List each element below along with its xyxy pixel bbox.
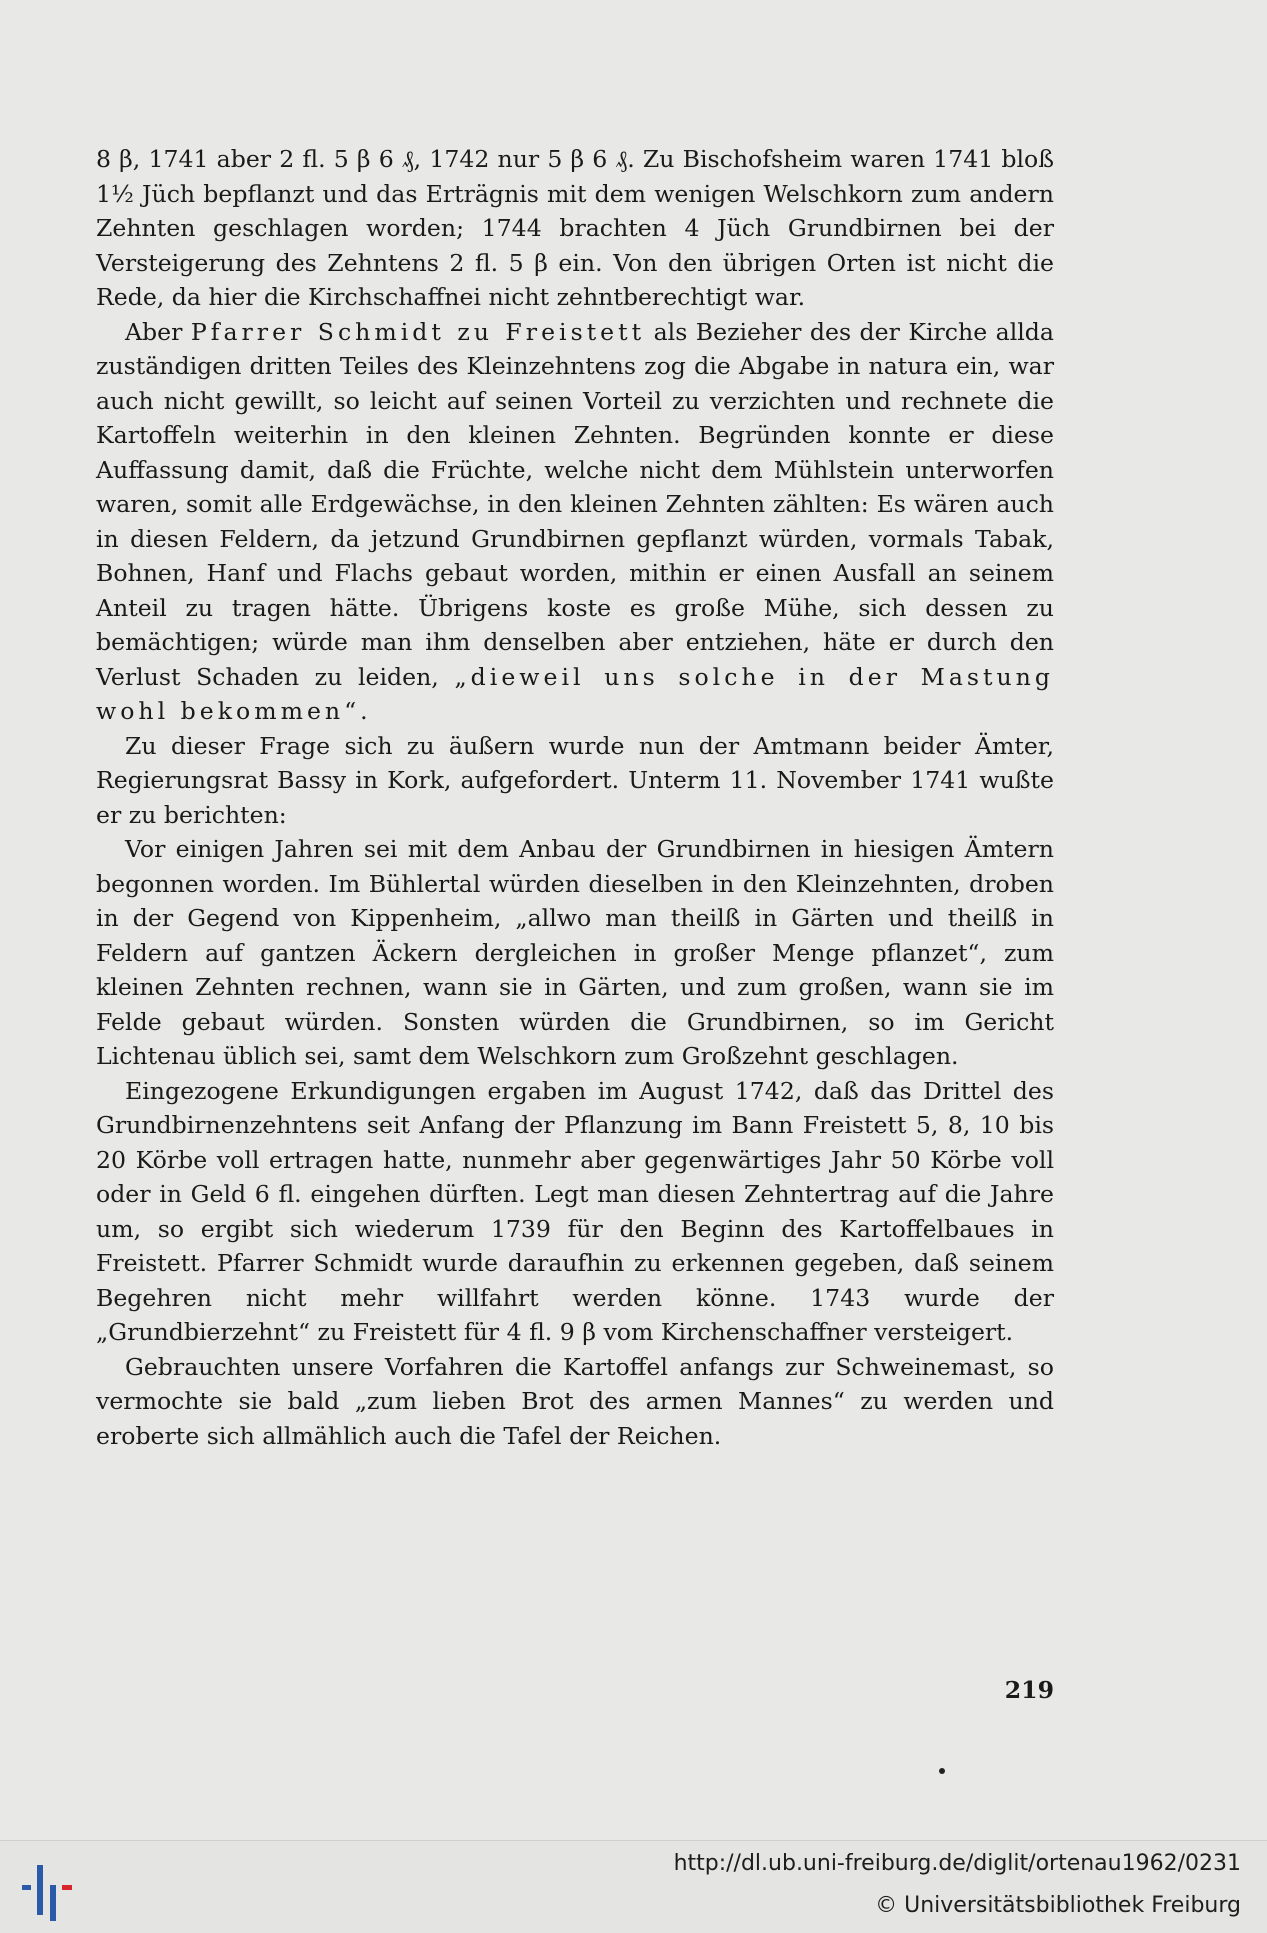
page-number: 219: [1004, 1676, 1054, 1704]
spaced-quote: „dieweil uns solche in der Mastung wohl bekommen“.: [96, 662, 1054, 725]
paragraph-2: [96, 315, 1054, 729]
paragraph-2-body: als Bezieher des der Kirche allda zuständigen dritten Teiles des Kleinzehntens zog die Abgabe in natura ein, war auch nicht gewillt, so leicht auf seinen Vorteil zu verzichten und rechnete die Kartoffeln weiterhin in den kleinen Zehnten. Begründen konnte er diese Auffassung damit, daß die Früchte, welche nicht dem Mühlstein unterworfen waren, somit alle Erdgewächse, in den kleinen Zehnten zählten: Es wären auch in diesen Feldern, da jetzund Grundbirnen gepflanzt würden, vormals Tabak, Bohnen, Hanf und Flachs gebaut worden, mithin er einen Ausfall an seinem Anteil zu tragen hätte. Übrigens koste es große Mühe, sich dessen zu bemächtigen; würde man ihm denselben aber entziehen, häte er durch den Verlust Schaden zu leiden,: [96, 317, 1054, 691]
viewer-footer: [0, 1840, 1267, 1933]
paragraph-5: Eingezogene Erkundigungen ergaben im August 1742, daß das Drittel des Grundbirnenzehntens seit Anfang der Pflanzung im Bann Freistett 5, 8, 10 bis 20 Körbe voll ertragen hatte, nunmehr aber gegenwärtiges Jahr 50 Körbe voll oder in Geld 6 fl. eingehen dürften. Legt man diesen Zehntertrag auf die Jahre um, so ergibt sich wiederum 1739 für den Beginn des Kartoffelbaues in Freistett. Pfarrer Schmidt wurde daraufhin zu erkennen gegeben, daß seinem Begehren nicht mehr willfahrt werden könne. 1743 wurde der „Grundbierzehnt“ zu Freistett für 4 fl. 9 β vom Kirchenschaffner versteigert.: [96, 1076, 1054, 1346]
paragraph-3: Zu dieser Frage sich zu äußern wurde nun der Amtmann beider Ämter, Regierungsrat Bassy in Kork, aufgefordert. Unterm 11. November 1741 wußte er zu berichten:: [96, 731, 1054, 829]
paragraph-6: Gebrauchten unsere Vorfahren die Kartoffel anfangs zur Schweinemast, so vermochte sie bald „zum lieben Brot des armen Mannes“ zu werden und eroberte sich allmählich auch die Tafel der Reichen.: [96, 1352, 1054, 1450]
ub-freiburg-logo-icon: [16, 1857, 80, 1923]
paragraph-1: 8 β, 1741 aber 2 fl. 5 β 6 ₰, 1742 nur 5 β 6 ₰. Zu Bischofsheim waren 1741 bloß 1½ Jüch bepflanzt und das Erträgnis mit dem wenigen Welschkorn zum andern Zehnten geschlagen worden; 1744 brachten 4 Jüch Grundbirnen bei der Versteigerung des Zehntens 2 fl. 5 β ein. Von den übrigen Orten ist nicht die Rede, da hier die Kirchschaffnei nicht zehntberechtigt war.: [96, 145, 1054, 311]
paragraph-2-lead: Aber: [125, 317, 191, 346]
body-text: [96, 142, 1054, 1453]
permalink-url[interactable]: http://dl.ub.uni-freiburg.de/diglit/ortenau1962/0231: [673, 1851, 1241, 1876]
spaced-name-pfarrer-schmidt: Pfarrer Schmidt zu Freistett: [190, 317, 646, 346]
paragraph-4: Vor einigen Jahren sei mit dem Anbau der Grundbirnen in hiesigen Ämtern begonnen worden. Im Bühlertal würden dieselben in den Kleinzehnten, droben in der Gegend von Kippenheim, „allwo man theilß in Gärten und theilß in Feldern auf gantzen Äckern dergleichen in großer Menge pflanzet“, zum kleinen Zehnten rechnen, wann sie in Gärten, und zum großen, wann sie im Felde gebaut würden. Sonsten würden die Grundbirnen, so im Gericht Lichtenau üblich sei, samt dem Welschkorn zum Großzehnt geschlagen.: [96, 835, 1054, 1070]
copyright-notice: © Universitätsbibliothek Freiburg: [875, 1893, 1241, 1918]
ink-speck: [939, 1768, 945, 1774]
